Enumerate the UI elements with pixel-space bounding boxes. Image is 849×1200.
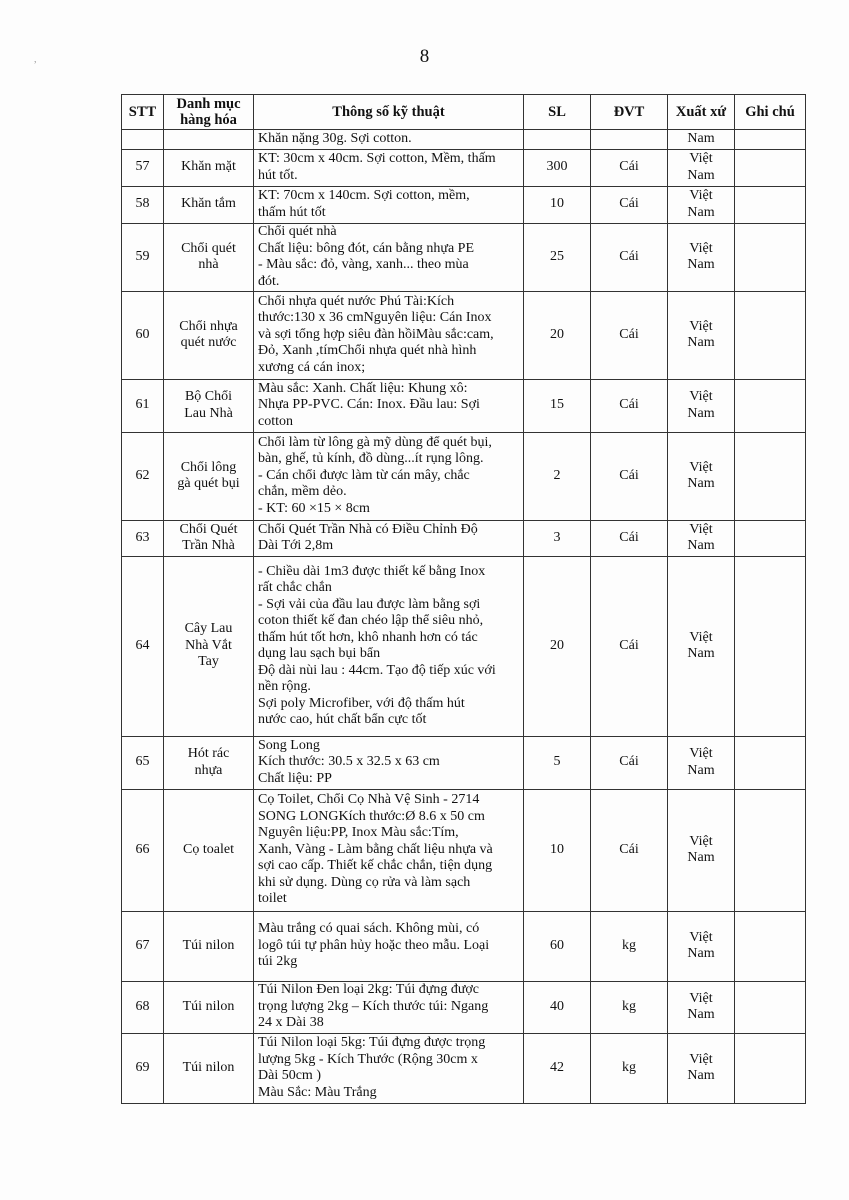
goods-name-line: Túi nilon (182, 1059, 235, 1075)
specification-line: Chổi quét nhà (258, 224, 337, 239)
goods-name-line: Chổi nhựa (179, 318, 238, 334)
origin-line: Việt (689, 459, 713, 475)
origin-line: Nam (687, 850, 715, 865)
origin-cell (668, 149, 735, 186)
specification-cell (254, 130, 524, 150)
table-row (122, 130, 806, 150)
header-note: Ghi chú (735, 95, 806, 130)
specification-line: nước cao, hút chất bẩn cực tốt (258, 712, 427, 727)
specification-line: rất chắc chắn (258, 580, 332, 595)
origin-cell (668, 736, 735, 789)
origin-line: Nam (687, 131, 715, 146)
note-cell (735, 789, 806, 911)
row-number-cell: 69 (122, 1033, 164, 1103)
goods-table (121, 94, 806, 1104)
goods-name-line: Chổi Quét (179, 521, 238, 537)
origin-cell (668, 432, 735, 520)
origin-line: Nam (687, 257, 715, 272)
note-cell (735, 556, 806, 736)
row-number-cell: 60 (122, 291, 164, 379)
row-number-cell: 59 (122, 223, 164, 291)
specification-line: Chất liệu: PP (258, 770, 332, 786)
specification-cell (254, 1033, 524, 1103)
goods-name-cell (164, 291, 254, 379)
page-number: 8 (419, 46, 430, 67)
specification-line: và sợi tổng hợp siêu đàn hồiMàu sắc:cam, (258, 326, 494, 342)
origin-line: Nam (687, 538, 715, 553)
quantity-cell: 15 (524, 379, 591, 432)
origin-line: Nam (687, 204, 715, 220)
unit-cell: Cái (591, 223, 668, 291)
goods-name-line: Trần Nhà (182, 538, 235, 553)
origin-line: Việt (689, 151, 713, 166)
row-number-cell: 57 (122, 149, 164, 186)
goods-name-cell (164, 981, 254, 1033)
specification-line: - KT: 60 ×15 × 8cm (258, 500, 370, 516)
header-goods-category (164, 95, 254, 130)
specification-line: Chất liệu: bông đót, cán bằng nhựa PE (258, 240, 474, 256)
goods-name-cell (164, 911, 254, 981)
goods-name-cell (164, 789, 254, 911)
specification-line: Chổi làm từ lông gà mỹ dùng để quét bụi, (258, 434, 492, 450)
unit-cell: Cái (591, 736, 668, 789)
header-stt: STT (122, 95, 164, 130)
specification-line: khi sử dụng. Dùng cọ rửa và làm sạch (258, 874, 471, 890)
specification-line: Màu Sắc: Màu Trắng (258, 1084, 377, 1100)
specification-cell (254, 223, 524, 291)
unit-cell: kg (591, 911, 668, 981)
quantity-cell: 25 (524, 223, 591, 291)
specification-line: trọng lượng 2kg – Kích thước túi: Ngang (258, 998, 489, 1014)
unit-cell: kg (591, 981, 668, 1033)
origin-cell (668, 911, 735, 981)
specification-line: Cọ Toilet, Chổi Cọ Nhà Vệ Sinh - 2714 (258, 792, 480, 808)
goods-name-cell (164, 149, 254, 186)
note-cell (735, 981, 806, 1033)
table-row (122, 556, 806, 736)
quantity-cell: 20 (524, 291, 591, 379)
row-number-cell: 61 (122, 379, 164, 432)
origin-line: Việt (689, 521, 713, 537)
table-row (122, 520, 806, 556)
specification-line: hút tốt. (258, 167, 298, 183)
unit-cell: kg (591, 1033, 668, 1103)
specification-cell (254, 736, 524, 789)
origin-line: Việt (689, 629, 713, 645)
scan-speck: , (34, 54, 37, 65)
goods-name-line: Túi nilon (182, 937, 235, 953)
goods-name-line: Nhà Vắt (185, 637, 232, 653)
goods-name-line: Bộ Chổi (184, 389, 233, 404)
note-cell (735, 223, 806, 291)
origin-line: Nam (687, 335, 715, 350)
quantity-cell (524, 130, 591, 150)
header-unit: ĐVT (591, 95, 668, 130)
unit-cell: Cái (591, 432, 668, 520)
origin-line: Việt (689, 990, 713, 1006)
goods-name-line: Chổi lông (180, 459, 237, 475)
specification-line: thước:130 x 36 cmNguyên liệu: Cán Inox (258, 310, 492, 326)
specification-line: logô túi tự phân hủy hoặc theo mẫu. Loại (258, 937, 490, 953)
quantity-cell: 10 (524, 789, 591, 911)
specification-line: Sợi poly Microfiber, với độ thấm hút (258, 695, 465, 711)
origin-cell (668, 789, 735, 911)
quantity-cell: 3 (524, 520, 591, 556)
header-goods-category-line: Danh mục (176, 96, 241, 112)
specification-line: - Màu sắc: đỏ, vàng, xanh... theo mùa (258, 257, 469, 272)
table-row (122, 911, 806, 981)
origin-cell (668, 1033, 735, 1103)
specification-line: lượng 5kg - Kích Thước (Rộng 30cm x (258, 1051, 478, 1067)
specification-line: Song Long (258, 737, 320, 753)
specification-line: đót. (258, 273, 280, 289)
unit-cell (591, 130, 668, 150)
unit-cell: Cái (591, 789, 668, 911)
note-cell (735, 520, 806, 556)
header-specification: Thông số kỹ thuật (254, 95, 524, 130)
origin-line: Việt (689, 240, 713, 256)
quantity-cell: 10 (524, 186, 591, 223)
specification-line: xương cá cán inox; (258, 359, 366, 375)
origin-line: Việt (689, 318, 713, 334)
goods-name-line: Hót rác (187, 746, 230, 761)
note-cell (735, 379, 806, 432)
specification-line: Đỏ, Xanh ,tímChổi nhựa quét nhà hình (258, 343, 477, 359)
note-cell (735, 186, 806, 223)
quantity-cell: 60 (524, 911, 591, 981)
goods-name-cell (164, 223, 254, 291)
specification-line: Màu trắng có quai sách. Không mùi, có (258, 921, 480, 937)
unit-cell: Cái (591, 149, 668, 186)
row-number-cell: 66 (122, 789, 164, 911)
specification-line: 24 x Dài 38 (258, 1015, 324, 1031)
header-goods-category-line: hàng hóa (180, 112, 237, 128)
header-quantity: SL (524, 95, 591, 130)
unit-cell: Cái (591, 291, 668, 379)
row-number-cell: 68 (122, 981, 164, 1033)
note-cell (735, 432, 806, 520)
specification-line: thấm hút tốt hơn, khô nhanh hơn có tác (258, 629, 478, 645)
table-row (122, 149, 806, 186)
specification-line: - Chiều dài 1m3 được thiết kế bằng Inox (258, 563, 486, 579)
specification-line: Túi Nilon Đen loại 2kg: Túi đựng được (258, 982, 480, 998)
specification-line: KT: 70cm x 140cm. Sợi cotton, mềm, (258, 188, 470, 203)
specification-line: Nhựa PP-PVC. Cán: Inox. Đầu lau: Sợi (258, 397, 480, 413)
note-cell (735, 736, 806, 789)
origin-line: Việt (689, 1051, 713, 1067)
goods-name-line: quét nước (180, 335, 237, 350)
specification-cell (254, 186, 524, 223)
specification-cell (254, 556, 524, 736)
origin-cell (668, 981, 735, 1033)
table-row (122, 1033, 806, 1103)
table-row (122, 223, 806, 291)
goods-name-line: Tay (198, 654, 219, 670)
specification-line: Chổi Quét Trần Nhà có Điều Chỉnh Độ (258, 521, 478, 537)
specification-line: Kích thước: 30.5 x 32.5 x 63 cm (258, 754, 440, 770)
unit-cell: Cái (591, 379, 668, 432)
origin-cell (668, 291, 735, 379)
specification-cell (254, 789, 524, 911)
goods-name-line: Khăn tắm (181, 196, 236, 212)
specification-line: dụng lau sạch bụi bẩn (258, 646, 381, 661)
specification-line: sợi cao cấp. Thiết kế chắc chắn, tiện dụng (258, 858, 493, 874)
goods-name-cell (164, 1033, 254, 1103)
row-number-cell (122, 130, 164, 150)
row-number-cell: 62 (122, 432, 164, 520)
specification-line: Độ dài nùi lau : 44cm. Tạo độ tiếp xúc với (258, 662, 496, 678)
goods-name-cell (164, 379, 254, 432)
origin-cell (668, 379, 735, 432)
goods-name-line: Túi nilon (182, 998, 235, 1014)
table-row (122, 379, 806, 432)
row-number-cell: 67 (122, 911, 164, 981)
quantity-cell: 2 (524, 432, 591, 520)
origin-line: Nam (687, 646, 715, 661)
origin-cell (668, 186, 735, 223)
specification-line: Dài Tới 2,8m (258, 538, 334, 553)
row-number-cell: 64 (122, 556, 164, 736)
origin-cell (668, 130, 735, 150)
specification-line: nền rộng. (258, 679, 311, 694)
origin-line: Việt (689, 746, 713, 761)
origin-line: Nam (687, 762, 715, 778)
origin-cell (668, 556, 735, 736)
table-row (122, 981, 806, 1033)
specification-line: Màu sắc: Xanh. Chất liệu: Khung xô: (258, 380, 468, 396)
specification-cell (254, 520, 524, 556)
origin-line: Nam (687, 405, 715, 421)
quantity-cell: 5 (524, 736, 591, 789)
origin-line: Nam (687, 167, 715, 183)
note-cell (735, 291, 806, 379)
table-row (122, 432, 806, 520)
table-header-row (122, 95, 806, 130)
unit-cell: Cái (591, 186, 668, 223)
unit-cell: Cái (591, 556, 668, 736)
specification-cell (254, 911, 524, 981)
header-origin: Xuất xứ (668, 95, 735, 130)
table-row (122, 736, 806, 789)
origin-line: Nam (687, 1068, 715, 1083)
table-row (122, 186, 806, 223)
row-number-cell: 63 (122, 520, 164, 556)
note-cell (735, 149, 806, 186)
origin-line: Nam (687, 1007, 715, 1022)
quantity-cell: 42 (524, 1033, 591, 1103)
goods-name-cell (164, 432, 254, 520)
goods-name-line: Khăn mặt (181, 159, 236, 175)
origin-cell (668, 223, 735, 291)
row-number-cell: 58 (122, 186, 164, 223)
goods-name-line: Cọ toalet (183, 841, 234, 857)
specification-line: bàn, ghế, tủ kính, đồ dùng...ít rụng lông. (258, 451, 484, 467)
goods-name-cell (164, 130, 254, 150)
goods-name-cell (164, 186, 254, 223)
specification-cell (254, 291, 524, 379)
goods-name-line: gà quét bụi (177, 476, 240, 491)
table-row (122, 291, 806, 379)
unit-cell: Cái (591, 520, 668, 556)
table-body (122, 130, 806, 1104)
goods-name-cell (164, 520, 254, 556)
specification-line: túi 2kg (258, 954, 298, 970)
origin-line: Nam (687, 476, 715, 491)
origin-line: Việt (689, 929, 713, 945)
specification-line: - Cán chổi được làm từ cán mây, chắc (258, 467, 470, 483)
origin-line: Nam (687, 946, 715, 961)
origin-line: Việt (689, 389, 713, 404)
origin-cell (668, 520, 735, 556)
specification-line: Khăn nặng 30g. Sợi cotton. (258, 131, 412, 146)
specification-line: chắn, mềm dẻo. (258, 484, 347, 500)
origin-line: Việt (689, 833, 713, 849)
note-cell (735, 911, 806, 981)
specification-line: thấm hút tốt (258, 204, 326, 220)
specification-line: coton thiết kế đan chéo lập thể siêu nhỏ, (258, 613, 484, 628)
table-row (122, 789, 806, 911)
goods-name-line: nhà (198, 257, 219, 272)
specification-line: Chổi nhựa quét nước Phú Tài:Kích (258, 293, 455, 309)
goods-name-cell (164, 736, 254, 789)
quantity-cell: 300 (524, 149, 591, 186)
goods-name-line: Cây Lau (184, 621, 233, 637)
goods-name-line: Lau Nhà (184, 405, 233, 421)
quantity-cell: 20 (524, 556, 591, 736)
note-cell (735, 130, 806, 150)
specification-cell (254, 149, 524, 186)
specification-line: cotton (258, 413, 293, 429)
specification-line: toilet (258, 891, 287, 907)
specification-line: SONG LONGKích thước:Ø 8.6 x 50 cm (258, 808, 485, 824)
quantity-cell: 40 (524, 981, 591, 1033)
origin-line: Việt (689, 188, 713, 203)
note-cell (735, 1033, 806, 1103)
specification-line: Dài 50cm ) (258, 1068, 321, 1083)
goods-name-line: Chổi quét (181, 240, 236, 256)
specification-line: Nguyên liệu:PP, Inox Màu sắc:Tím, (258, 825, 459, 841)
specification-cell (254, 981, 524, 1033)
specification-line: - Sợi vải của đầu lau được làm bằng sợi (258, 596, 481, 612)
goods-name-line: nhựa (194, 762, 223, 778)
specification-cell (254, 379, 524, 432)
specification-line: Túi Nilon loại 5kg: Túi đựng được trọng (258, 1035, 486, 1050)
specification-line: KT: 30cm x 40cm. Sợi cotton, Mềm, thấm (258, 151, 496, 166)
specification-cell (254, 432, 524, 520)
row-number-cell: 65 (122, 736, 164, 789)
goods-name-cell (164, 556, 254, 736)
specification-line: Xanh, Vàng - Làm bằng chất liệu nhựa và (258, 841, 493, 857)
